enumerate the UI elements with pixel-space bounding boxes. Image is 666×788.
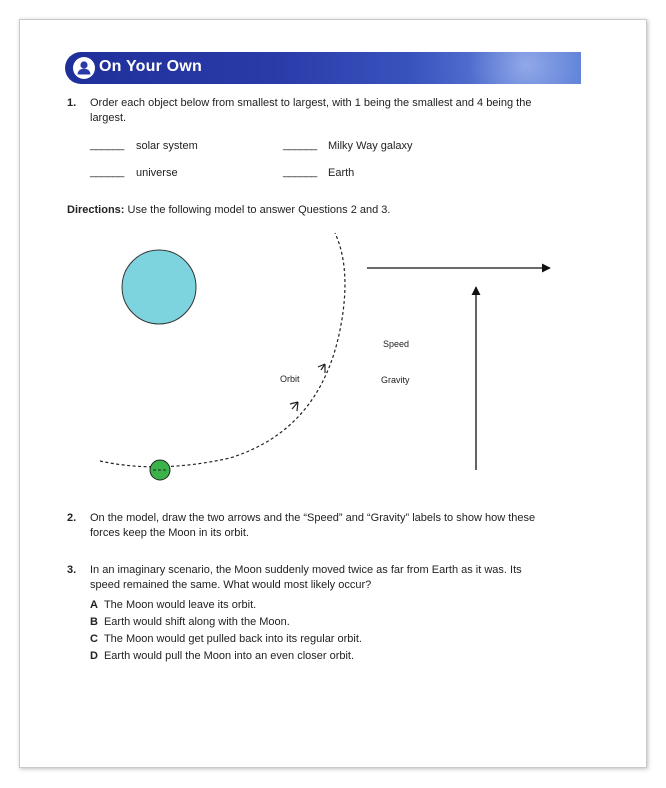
question-3-text: In an imaginary scenario, the Moon suddenly moved twice as far from Earth as it was. Its [90,564,522,576]
item-label: solar system [136,140,198,152]
orbit-label: Orbit [280,374,300,384]
directions-label: Directions: [67,204,125,216]
answer-option-d[interactable] [90,649,354,664]
question-2-number: 2. [67,512,77,524]
option-letter: A [90,599,98,611]
answer-option-b[interactable] [90,615,290,630]
option-letter: B [90,616,98,628]
question-1-text-cont: largest. [90,112,127,124]
gravity-label[interactable]: Gravity [381,375,410,385]
item-label: Milky Way galaxy [328,140,413,152]
earth [122,250,196,324]
question-3-number: 3. [67,564,77,576]
option-text: Earth would shift along with the Moon. [103,616,290,628]
question-2-text-cont: forces keep the Moon in its orbit. [90,527,249,539]
option-text: The Moon would leave its orbit. [103,599,257,611]
answer-blank[interactable]: ______ [90,139,124,151]
answer-option-c[interactable] [90,632,362,647]
question-1-text: Order each object below from smallest to largest, with 1 being the smallest and 4 being the [90,97,532,109]
option-letter: C [90,633,98,645]
question-1-number: 1. [67,97,77,109]
answer-blank[interactable]: ______ [283,139,317,151]
orbit-direction-arrow [318,364,325,373]
question-3-text-cont: speed remained the same. What would most likely occur? [90,579,372,591]
question-2-text: On the model, draw the two arrows and the “Speed” and “Gravity” labels to show how these [90,512,536,524]
directions-text: Use the following model to answer Questions 2 and 3. [124,204,391,216]
option-text: Earth would pull the Moon into an even closer orbit. [103,650,355,662]
answer-blank[interactable]: ______ [283,166,317,178]
orbit-direction-arrow [290,402,298,411]
speed-label[interactable]: Speed [383,339,410,349]
option-letter: D [90,650,98,662]
section-title: On Your Own [99,58,202,75]
item-label: universe [136,167,178,179]
answer-option-a[interactable] [90,598,256,613]
answer-blank[interactable]: ______ [90,166,124,178]
option-text: The Moon would get pulled back into its regular orbit. [103,633,362,645]
item-label: Earth [328,167,355,179]
